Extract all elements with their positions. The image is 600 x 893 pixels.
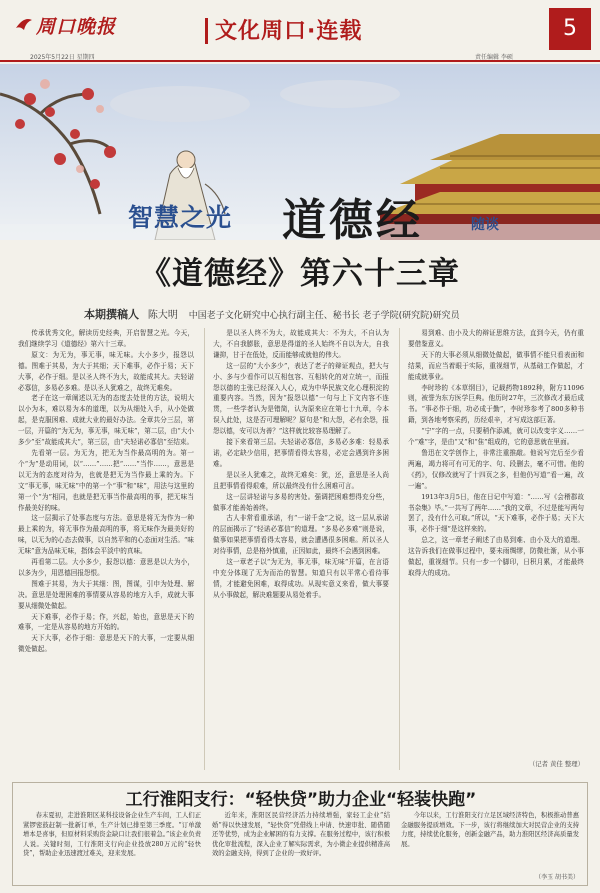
author-affiliation: 中国老子文化研究中心执行副主任、秘书长 老子学院(研究院)研究员: [188, 311, 460, 321]
section-title: 文化周口·连载: [215, 19, 363, 44]
paragraph: 鲁迅在文学创作上，非常注重推敲。他说写完后至少看两遍，竭力将可有可无的字、句、段删去，毫不可惜。他的《药》，仅修改就写了十四页之多，但他仍写道“看一遍，改一遍”。: [408, 448, 584, 490]
paragraph: 这一层的“大小多少”，表达了老子的辩证观点，把大与小、多与少看作可以互相包容、互相转化的对立统一，而报怨以德的主张已经深入人心，成为中华民族文化心理积淀的重要内容。当然，因为“报怨以德”一句与上下文内容不连贯，一些学者认为是错简，认为原来应在第七十九章，今本误入此处，这是否可理解呢？原句是“和大怨，必有余怨，报怨以德，安可以为善？”这样就比较容易理解了。: [213, 361, 389, 436]
paragraph: 易到难、由小及大的辩证思维方法，直到今天，仍有重要借鉴意义。: [408, 329, 584, 348]
banner-tag: 随谈: [471, 217, 499, 233]
news-credit: （李玉 胡书美）: [532, 873, 579, 883]
paragraph: 是以圣人犹难之，故终无难矣：犹，还，意思是圣人尚且把事情看得艰难，所以最终没有什么困难可言。: [213, 470, 389, 490]
section-divider: [205, 18, 208, 44]
paragraph: 传承优秀文化，解读历史经典，开启智慧之光。今天，我们继续学习《道德经》第六十三章。: [18, 329, 194, 348]
news-headline: 工行淮阳支行：“轻快贷”助力企业“轻装快跑”: [125, 790, 477, 810]
editor-credits: 责任编辑 李硕: [475, 54, 513, 61]
news-column-3: [401, 811, 579, 883]
banner-subtitle: 智慧之光: [128, 203, 233, 232]
paragraph: 李时珍的《本草纲目》，记载药物1892种，附方11096则，被誉为东方医学巨典。他历时27年，三次修改才最后成书。“事必作于细，功必成于勤”，李时珍参考了800多种书籍，到各地考察采药，历经艰辛，才写成这部巨著。: [408, 383, 584, 425]
paragraph: 1913年3月5日，他在日记中写道：“……写《会稽郡故书杂集》毕。”一共写了两年……“我的文章，不过是能写两句罢了，没有什么可取。”所以，“天下难事，必作于易；天下大事，必作于细”是这样来的。: [408, 492, 584, 534]
news-column-1: [23, 811, 201, 883]
newspaper-logo: [14, 10, 134, 44]
paragraph: 天下难事，必作于易；作，兴起，始也，意思是天下的难事，一定是从容易的地方开始的。: [18, 612, 194, 632]
paragraph: 接下来看第三层。夫轻诺必寡信，多易必多难：轻易承诺，必定缺少信用，把事情看得太容易，必定会遇到许多困难。: [213, 438, 389, 468]
paragraph: 这一层揭示了处事态度与方法。意思是将无为作为一种最上乘的为，将无事作为最高明的事，将无味作为最美好的味，以无为的心态去做事，以自然平和的心态面对生活。“味无味”意为品味无味，指体会平淡中的真味。: [18, 514, 194, 556]
paragraph: 总之，这一章老子阐述了由易到难、由小及大的道理。这告诉我们在做事过程中，要未雨绸缪，防微杜渐，从小事做起，重视细节。只有一步一个脚印，日积月累，才能最终取得大的成功。: [408, 536, 584, 577]
paragraph: 是以圣人终不为大，故能成其大：不为大，不自认为大，不自我膨胀，意思是得道的圣人始终不自以为大，自我谦抑，甘于在低处，反而能够成就他的伟大。: [213, 329, 389, 359]
news-brief: [12, 782, 588, 886]
column-rule: [204, 328, 205, 770]
paragraph: 老子在这一章阐述以无为的态度去处世的方法，说明大以小为本，难以易为本的道理，以为从细处入手，从小处做起，是克服困难、成就大业的最好办法。全章共分三层，第一层，开篇的“为无为，事无事，味无味”，第二层，由“大小多少”至“故能成其大”，第三层，由“夫轻诺必寡信”至结束。: [18, 394, 194, 447]
article-title: 《道德经》第六十三章: [140, 256, 460, 292]
byline-label: 本期撰稿人: [84, 308, 139, 321]
paragraph: 这一章老子以“为无为，事无事，味无味”开篇，在言语中充分体现了无为而治的智慧。知道只有以平常心看待事情，才能避免困难，取得成功。从现实意义来看，做大事要从小事做起，解决难题要从易处着手。: [213, 558, 389, 599]
article-column-3: [408, 328, 584, 770]
banner-title: 道德经: [282, 195, 423, 240]
logo-text: 周口晚报: [36, 16, 117, 38]
article-column-1: [18, 328, 194, 770]
paragraph: 原文：为无为，事无事，味无味。大小多少，报怨以德。图难于其易，为大于其细；天下难事，必作于易；天下大事，必作于细。是以圣人终不为大，故能成其大。夫轻诺必寡信，多易必多难。是以圣人犹难之，故终无难矣。: [18, 350, 194, 392]
news-column-2: [212, 811, 390, 883]
paragraph: 图难于其易，为大于其细：图，图谋，引申为处理、解决。意思是处理困难的事情要从容易的地方入手，成就大事要从细微处做起。: [18, 579, 194, 610]
column-banner: [0, 64, 600, 240]
article-credit: （记者 黄佳 整理）: [526, 759, 584, 770]
article-column-2: [213, 328, 389, 770]
paragraph: 这一层讲轻诺与多易的害处。强调把困难想得充分些，做事才能善始善终。: [213, 492, 389, 512]
paragraph: 近年来，淮阳区民营经济活力持续增强，家轻工企业“结婚”得以快速发展，“轻快贷”凭借线上申请、快速审批、随借随还等优势，成为企业解困的有力支撑。在服务过程中，该行积极优化审批流程，深入企业了解实际需求，为小微企业提供精准高效的金融支持，得到了企业的一致好评。: [212, 812, 390, 858]
byline: [84, 306, 574, 322]
paragraph: 天下大事，必作于细：意思是天下的大事，一定要从细微处做起。: [18, 634, 194, 654]
paragraph: 今年以来，工行淮阳支行立足区域经济特色，积极推动普惠金融服务提质增效。下一步，该行将继续加大对民营企业的支持力度，持续优化服务，创新金融产品，助力淮阳区经济高质量发展。: [401, 812, 579, 848]
news-body: [23, 811, 579, 883]
article-body: [18, 328, 584, 770]
paragraph: 天下的大事必须从细微处做起，做事情不能只看表面和结果，而应当着眼于实际，重视细节，从基础工作做起，才能成就事业。: [408, 350, 584, 381]
paragraph: “宁”字的一点，只要稍作添减，就可以改变字义……一个“难”字，是由“又”和“隹”组成的，它的意思就在里面。: [408, 427, 584, 447]
page-header: [0, 0, 600, 62]
paragraph: 再看第二层。大小多少，报怨以德：意思是以大为小，以多为少，用恩德回报怨恨。: [18, 558, 194, 577]
column-rule: [399, 328, 400, 770]
paragraph: 春末夏初，走进淮阳区某科技设备企业生产车间，工人们正紧锣密鼓赶制一批新订单，生产计划已排至第三季度。“订单激增本是喜事，但原材料采购资金缺口让我们很着急。”该企业负责人说。关键时刻，工行淮阳支行向企业投放280万元的“轻快贷”，帮助企业迅速渡过难关，迎来发展。: [23, 812, 201, 858]
dateline: 2025年5月22日 星期四: [30, 54, 95, 61]
logo-mark-icon: [14, 14, 34, 34]
paragraph: 先看第一层。为无为，把无为当作最高明的为。第一个“为”是动用词，以“……”……把“……”当作……，意思是以无为的态度对待为，也就是把无为当作最上乘的为。下文“事无事，味无味”中的第一个“事”和“味”，用法与这里的第一个“为”相同，也就是把无事当作最高明的事，把无味当作最美好的味。: [18, 448, 194, 512]
paragraph: 古人非常看重承诺，有“一诺千金”之说，这一层从承诺的层面揭示了“轻诺必寡信”的道理。“多易必多难”则是说，做事如果把事情看得太容易，就会遭遇很多困难。所以圣人对待事情，总是格外慎重，正因如此，最终不会遇到困难。: [213, 514, 389, 556]
author-name: 陈大明: [147, 310, 178, 321]
page-number: 5: [549, 8, 591, 50]
